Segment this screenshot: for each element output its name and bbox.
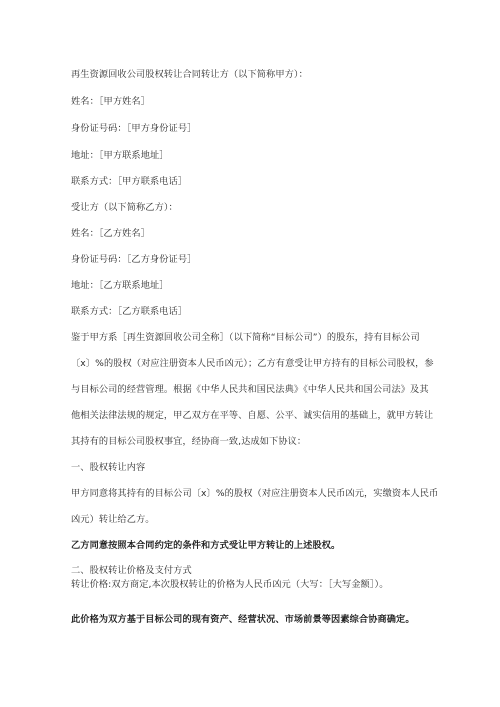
party-b-address: 地址：［乙方联系地址］ — [71, 280, 169, 291]
section-1-line-3: 乙方同意按照本合同约定的条件和方式受让甲方转让的上述股权。 — [71, 540, 341, 551]
recital-line-3: 与目标公司的经营管理。根据《中华人民共和国民法典》《中华人民共和国公司法》及其 — [71, 384, 429, 395]
intro-heading-line: 再生资源回收公司股权转让合同转让方（以下简称甲方）： — [71, 69, 308, 80]
recital-line-5: 其持有的目标公司股权事宜，经协商一致,达成如下协议： — [71, 436, 307, 447]
transferee-heading: 受让方（以下简称乙方）： — [71, 202, 178, 213]
section-2-heading: 二、股权转让价格及支付方式 — [71, 565, 192, 576]
recital-line-2: 〔x〕%的股权（对应注册资本人民币凶元）；乙方有意受让甲方持有的目标公司股权，参 — [71, 358, 434, 369]
party-b-id: 身份证号码：［乙方身份证号］ — [71, 254, 197, 265]
party-a-address: 地址：［甲方联系地址］ — [71, 150, 169, 161]
section-2-basis: 此价格为双方基于目标公司的现有资产、经营状况、市场前景等因素综合协商确定。 — [71, 614, 415, 625]
recital-line-4: 他相关法律法规的规定，甲乙双方在平等、自愿、公平、诚实信用的基础上，就甲方转让 — [71, 410, 434, 421]
party-a-name: 姓名：［甲方姓名］ — [71, 96, 150, 107]
section-1-line-2: 凶元）转让给乙方。 — [71, 514, 155, 525]
section-1-line-1: 甲方同意将其持有的目标公司〔x〕%的股权（对应注册资本人民币凶元，实缴资本人民币 — [71, 488, 439, 499]
section-1-heading: 一、股权转让内容 — [71, 462, 146, 473]
section-2-price: 转让价格:双方商定,本次股权转让的价格为人民币凶元（大写：［大写金额］）。 — [71, 579, 389, 590]
party-b-contact: 联系方式：［乙方联系电话］ — [71, 306, 188, 317]
party-b-name: 姓名：［乙方姓名］ — [71, 228, 150, 239]
recital-line-1: 鉴于甲方系［再生资源回收公司全称］（以下简称“目标公司”）的股东，持有目标公司 — [71, 332, 420, 343]
party-a-id: 身份证号码：［甲方身份证号］ — [71, 123, 197, 134]
party-a-contact: 联系方式：［甲方联系电话］ — [71, 176, 188, 187]
